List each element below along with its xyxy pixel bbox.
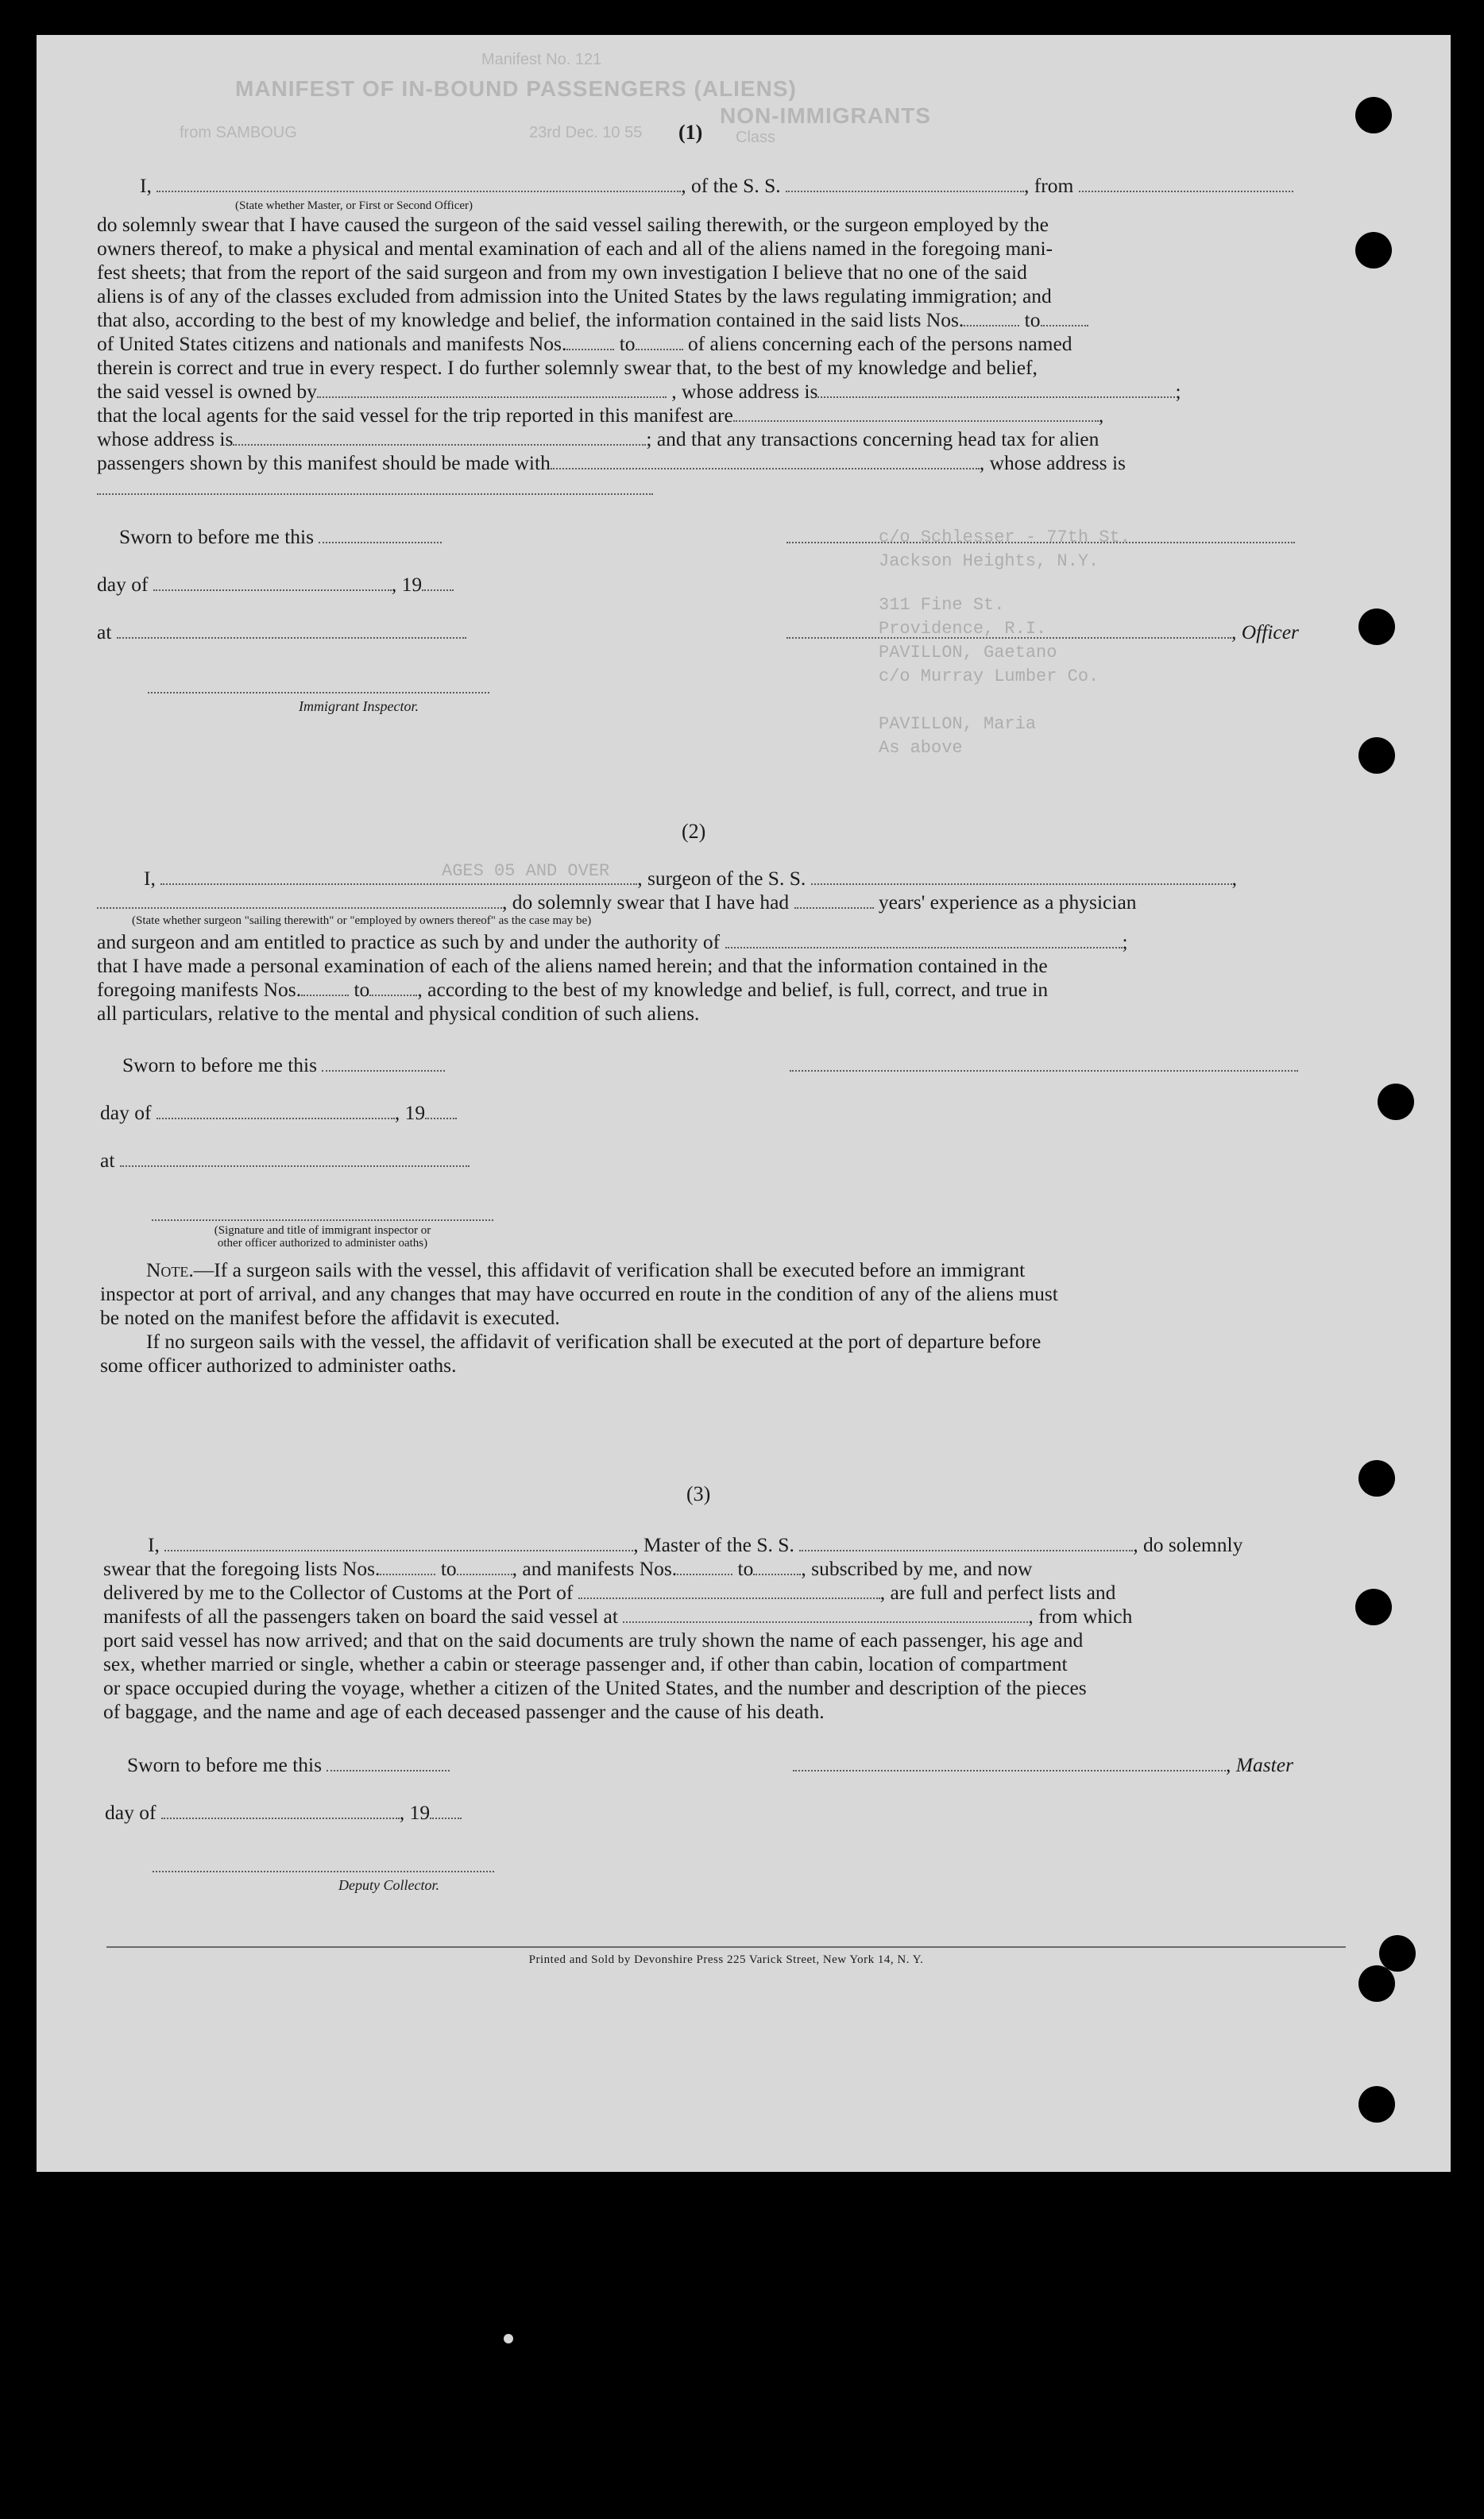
s1-line-i: I, , of the S. S. , from — [140, 174, 1293, 198]
s2-line-2: , do solemnly swear that I have had years' experience as a physician — [97, 891, 1137, 914]
ghost-manifest-no: Manifest No. 121 — [481, 51, 602, 68]
s2-note-5: some officer authorized to administer oaths. — [100, 1354, 457, 1377]
punch-hole — [1379, 1935, 1416, 1972]
s3-line-1: I, , Master of the S. S. , do solemnly — [148, 1533, 1243, 1556]
s2-line-i: I, , surgeon of the S. S. , — [144, 867, 1238, 890]
punch-hole — [1378, 1084, 1414, 1120]
s2-sig-note-1: (Signature and title of immigrant inspector or — [214, 1224, 431, 1237]
s1-inspector-line — [148, 675, 489, 699]
footer-printer: Printed and Sold by Devonshire Press 225 Varick Street, New York 14, N. Y. — [528, 1953, 924, 1966]
s2-state-note: (State whether surgeon "sailing therewith" or "employed by owners thereof" as the case may be) — [132, 914, 592, 927]
s1-sig-line — [786, 525, 1295, 549]
s2-note-3: be noted on the manifest before the affidavit is executed. — [100, 1306, 560, 1329]
s3-line-4: manifests of all the passengers taken on board the said vessel at , from which — [103, 1605, 1133, 1628]
s1-para-8: that the local agents for the said vessel for the trip reported in this manifest are , — [97, 404, 1104, 427]
manifest-page: Manifest No. 121 MANIFEST OF IN-BOUND PASSENGERS (ALIENS) NON-IMMIGRANTS from SAMBOUG 23rd Dec. 10 55 Class c/o Schlesser - 77th St. Jackson Heights, N.Y. 311 Fine St. Providence, R.I. PAVILLON, Gaetano c/o Murray Lumber Co. PAVILLON, Maria As above AGES 05 AND OVER (1) I, , of the S. S. , from (State whether Master, or First or Second Officer) do solemnly swear that I have caused the surgeon of the said vessel sailing therewith, or the surgeon employed by the owners thereof, to make a physical and mental examination of each and all of the aliens named in the foregoing mani- fest sheets; that from the report of the said surgeon and from my own investigation I believe that no one of the said aliens is of any of the classes excluded from admission into the United States by the laws regulating immigration; and that also, according to the best of my knowledge and belief, the information contained in the said lists Nos. to of United States citizens and nationals and manifests Nos. to of aliens concerning each of the persons named therein is correct and true in every respect. I do further solemnly swear that, to the best of my knowledge and belief, the said vessel is owned by , whose address is ; that the local agents for the said vessel for the trip reported in this manifest are , whose address is ; and that any transactions concerning head tax for alien passengers shown by this manifest should be made with , whose address is Sworn to before me this day of , 19 at , Officer Immigrant Inspector. (2) I, , surgeon of the S. S. , , do solemnly swear that I have had years' experience as a physician (State whether surgeon "sailing therewith" or "employed by owners thereof" as the case may be) and surgeon and am entitled to practice as such by and under the authority of ; that I have made a personal examination of each of the aliens named herein; and that the information contained in the foregoing manifests Nos. to , according to the best of my knowledge and belief, is full, correct, and true in all particulars, relative to the mental and physical condition of such aliens. Sworn to before me this day of , 19 at (Signature and title of immigrant inspector or other officer authorized to administer oaths) Note.—If a surgeon sails with the vessel, this affidavit of verification shall be executed before an immigrant inspector at port of arrival, and any changes that may have occurred en route in the condition of any of the aliens must be noted on the manifest before the affidavit is executed. If no surgeon sails with the vessel, the affidavit of verification shall be executed at the port of departure before some officer authorized to administer oaths. (3) I, , Master of the S. S. , do solemnly swear that the foregoing lists Nos. to , and manifests Nos. to , subscribed by me, and now delivered by me to the Collector of Customs at the Port of , are full and perfect lists and manifests of all the passengers taken on board the said vessel at , from which port said vessel has now arrived; and that on the said documents are truly shown the name of each passenger, his age and sex, whether married or single, whether a cabin or steerage passenger and, if other than cabin, location of compartment or space occupied during the voyage, whether a citizen of the United States, and the number and description of the pieces of baggage, and the name and age of each deceased passenger and the cause of his death. Sworn to before me this , Master day of , 19 Deputy Collector. Printed and Sold by Devonshire Press 225 Varick Street, New York 14, N. Y. — [37, 35, 1451, 2172]
s1-para-7: the said vessel is owned by , whose address is ; — [97, 380, 1181, 403]
film-speck — [504, 2334, 513, 2343]
s3-line-6: sex, whether married or single, whether a cabin or steerage passenger and, if other than cabin, location of compartment — [103, 1652, 1068, 1675]
punch-hole — [1358, 609, 1395, 645]
s1-para-4: that also, according to the best of my knowledge and belief, the information contained in the said lists Nos. to — [97, 308, 1088, 332]
s1-para-6: therein is correct and true in every respect. I do further solemnly swear that, to the best of my knowledge and belief, — [97, 356, 1038, 379]
punch-hole — [1358, 1460, 1395, 1497]
s2-sworn: Sworn to before me this — [122, 1053, 445, 1077]
s3-sworn: Sworn to before me this — [127, 1753, 450, 1777]
s3-line-2: swear that the foregoing lists Nos. to , and manifests Nos. to , subscribed by me, and now — [103, 1557, 1033, 1580]
ghost-title: MANIFEST OF IN-BOUND PASSENGERS (ALIENS) — [235, 76, 797, 101]
s2-line-4: that I have made a personal examination of each of the aliens named herein; and that the information contained in the — [97, 954, 1048, 977]
section-2-number: (2) — [682, 820, 706, 843]
s2-note-1: Note.—If a surgeon sails with the vessel, this affidavit of verification shall be executed before an immigrant — [146, 1258, 1026, 1281]
s1-para-1: owners thereof, to make a physical and mental examination of each and all of the aliens named in the foregoing mani- — [97, 237, 1053, 260]
s1-inspector: Immigrant Inspector. — [299, 698, 419, 714]
s1-day-of: day of , 19 — [97, 573, 454, 597]
ghost-date: 23rd Dec. 10 55 — [529, 124, 643, 141]
punch-hole — [1355, 97, 1392, 133]
s1-para-2: fest sheets; that from the report of the said surgeon and from my own investigation I believe that no one of the said — [97, 261, 1027, 284]
ghost-class: Class — [736, 129, 776, 146]
punch-hole — [1355, 1589, 1392, 1625]
s1-para-10: passengers shown by this manifest should be made with , whose address is — [97, 451, 1126, 474]
s2-line-3: and surgeon and am entitled to practice as such by and under the authority of ; — [97, 930, 1128, 953]
s1-at: at — [97, 620, 466, 644]
s2-at: at — [100, 1149, 470, 1173]
s1-para-3: aliens is of any of the classes excluded from admission into the United States by the laws regulating immigration; and — [97, 284, 1052, 307]
ghost-ss: from SAMBOUG — [180, 124, 297, 141]
section-3-number: (3) — [686, 1482, 711, 1505]
s3-line-7: or space occupied during the voyage, whether a citizen of the United States, and the number and description of the pieces — [103, 1676, 1087, 1699]
s2-sig-note-2: other officer authorized to administer oaths) — [217, 1237, 428, 1250]
s2-line-5: foregoing manifests Nos. to , according to the best of my knowledge and belief, is full, correct, and true in — [97, 978, 1049, 1001]
punch-hole — [1355, 232, 1392, 269]
section-1-number: (1) — [678, 121, 703, 144]
s1-sworn: Sworn to before me this — [119, 525, 442, 549]
s2-note-2: inspector at port of arrival, and any changes that may have occurred en route in the condition of any of the aliens must — [100, 1282, 1058, 1305]
s2-line-6: all particulars, relative to the mental and physical condition of such aliens. — [97, 1002, 700, 1025]
s3-day-of: day of , 19 — [105, 1801, 462, 1825]
punch-hole — [1358, 737, 1395, 774]
s1-para-0: do solemnly swear that I have caused the surgeon of the said vessel sailing therewith, or the surgeon employed by the — [97, 213, 1049, 236]
s1-officer: , Officer — [786, 620, 1299, 644]
s3-line-5: port said vessel has now arrived; and that on the said documents are truly shown the name of each passenger, his age and — [103, 1628, 1084, 1652]
punch-hole — [1358, 2086, 1395, 2123]
s3-master: , Master — [793, 1753, 1293, 1777]
s1-address-blank — [97, 477, 653, 500]
s3-deputy: Deputy Collector. — [338, 1877, 439, 1893]
s3-line-8: of baggage, and the name and age of each deceased passenger and the cause of his death. — [103, 1700, 825, 1723]
footer-rule — [106, 1946, 1346, 1948]
s2-sig-line — [790, 1053, 1298, 1077]
ghost-list: NON-IMMIGRANTS — [720, 103, 931, 128]
s2-day-of: day of , 19 — [100, 1101, 457, 1125]
punch-hole — [1358, 1965, 1395, 2002]
s1-state-note: (State whether Master, or First or Second Officer) — [235, 199, 473, 212]
s3-line-3: delivered by me to the Collector of Customs at the Port of , are full and perfect lists and — [103, 1581, 1116, 1604]
s3-deputy-line — [153, 1854, 494, 1878]
s1-para-5: of United States citizens and nationals and manifests Nos. to of aliens concerning each of the persons named — [97, 332, 1072, 355]
s1-para-9: whose address is ; and that any transactions concerning head tax for alien — [97, 427, 1099, 450]
s2-note-4: If no surgeon sails with the vessel, the affidavit of verification shall be executed at the port of departure before — [146, 1330, 1042, 1353]
